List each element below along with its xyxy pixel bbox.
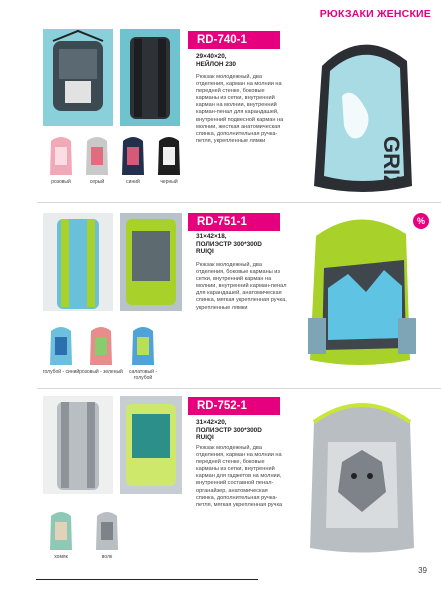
product-photo-back (120, 29, 180, 126)
color-variant[interactable] (128, 323, 158, 381)
color-variant-label: волк (101, 554, 113, 560)
product-photo-interior (120, 213, 182, 311)
product-photo-main (292, 26, 432, 198)
color-variant[interactable] (118, 133, 148, 185)
product-description: Рюкзак молодежный, два отделения, карман на молнии на передней стенке, боковые карманы из сетки, внутренний карман для гаджетов на молнии, внутренний составной пенал-органайзер, анатомическая спинка, дополнительная ручка-петля, мягкая укрепленная ручка (196, 445, 283, 508)
color-variant[interactable] (154, 133, 184, 185)
page-number: 39 (418, 566, 427, 575)
discount-badge: % (413, 213, 429, 229)
color-variant[interactable] (82, 133, 112, 185)
product-code: RD-751-1 (188, 213, 280, 231)
product-code: RD-752-1 (188, 397, 280, 415)
color-variant-label: хомяк (54, 554, 68, 560)
product-photo-interior (43, 29, 113, 126)
color-variant-label: серый (89, 179, 105, 185)
color-variant[interactable] (92, 508, 122, 560)
backpack-icon (128, 323, 158, 367)
product-photo-back (43, 396, 113, 494)
product-photo-back (43, 213, 113, 311)
color-variant-label: черный (160, 179, 178, 185)
product-code: RD-740-1 (188, 31, 280, 49)
backpack-icon (154, 133, 184, 177)
divider (37, 202, 441, 203)
product-specs: 31×42×18, ПОЛИЭСТР 300*300D RUIQI (196, 233, 262, 256)
color-variant[interactable] (79, 323, 123, 375)
color-variant[interactable] (46, 133, 76, 185)
backpack-icon (46, 508, 76, 552)
product-description: Рюкзак молодежный, два отделения, боковые карманы из сетки, внутренний карман на молнии, внутренний карман-пенал для карандашей, анатомическая спинка, мягкая укрепленная ручка, укрепленные лямки (196, 262, 287, 311)
backpack-icon (82, 133, 112, 177)
color-variant[interactable] (46, 508, 76, 560)
backpack-icon (118, 133, 148, 177)
page-title: РЮКЗАКИ ЖЕНСКИЕ (319, 8, 431, 20)
svg-text:GRIZ: GRIZ (379, 136, 404, 189)
color-variant[interactable] (42, 323, 80, 375)
product-description: Рюкзак молодежный, два отделения, карман на молнии на передней стенке, боковые карманы из сетки, внутренний карман на молнии, внутренний карман-пенал для карандашей, внутренний подвесной карман на молнии, жесткая анатомическая спинка, дополнительная ручка-петля, укрепленные лямки (196, 74, 284, 144)
color-variant-label: розовый (51, 179, 71, 185)
product-specs: 31×42×20, ПОЛИЭСТР 300*300D RUIQI (196, 419, 262, 442)
backpack-icon (46, 133, 76, 177)
color-variant-label: розовый - зеленый (79, 369, 123, 375)
color-variant-label: синий (126, 179, 140, 185)
backpack-icon (86, 323, 116, 367)
product-specs: 29×40×20, НЕЙЛОН 230 (196, 53, 236, 68)
color-variant-label: салатовый - голубой (129, 369, 157, 381)
divider (37, 388, 441, 389)
color-variant-label: голубой - синий (42, 369, 80, 375)
backpack-icon (92, 508, 122, 552)
product-photo-interior (120, 396, 182, 494)
product-photo-main (292, 392, 432, 557)
footer-rule (36, 579, 258, 580)
backpack-icon (46, 323, 76, 367)
product-photo-main (288, 208, 434, 370)
